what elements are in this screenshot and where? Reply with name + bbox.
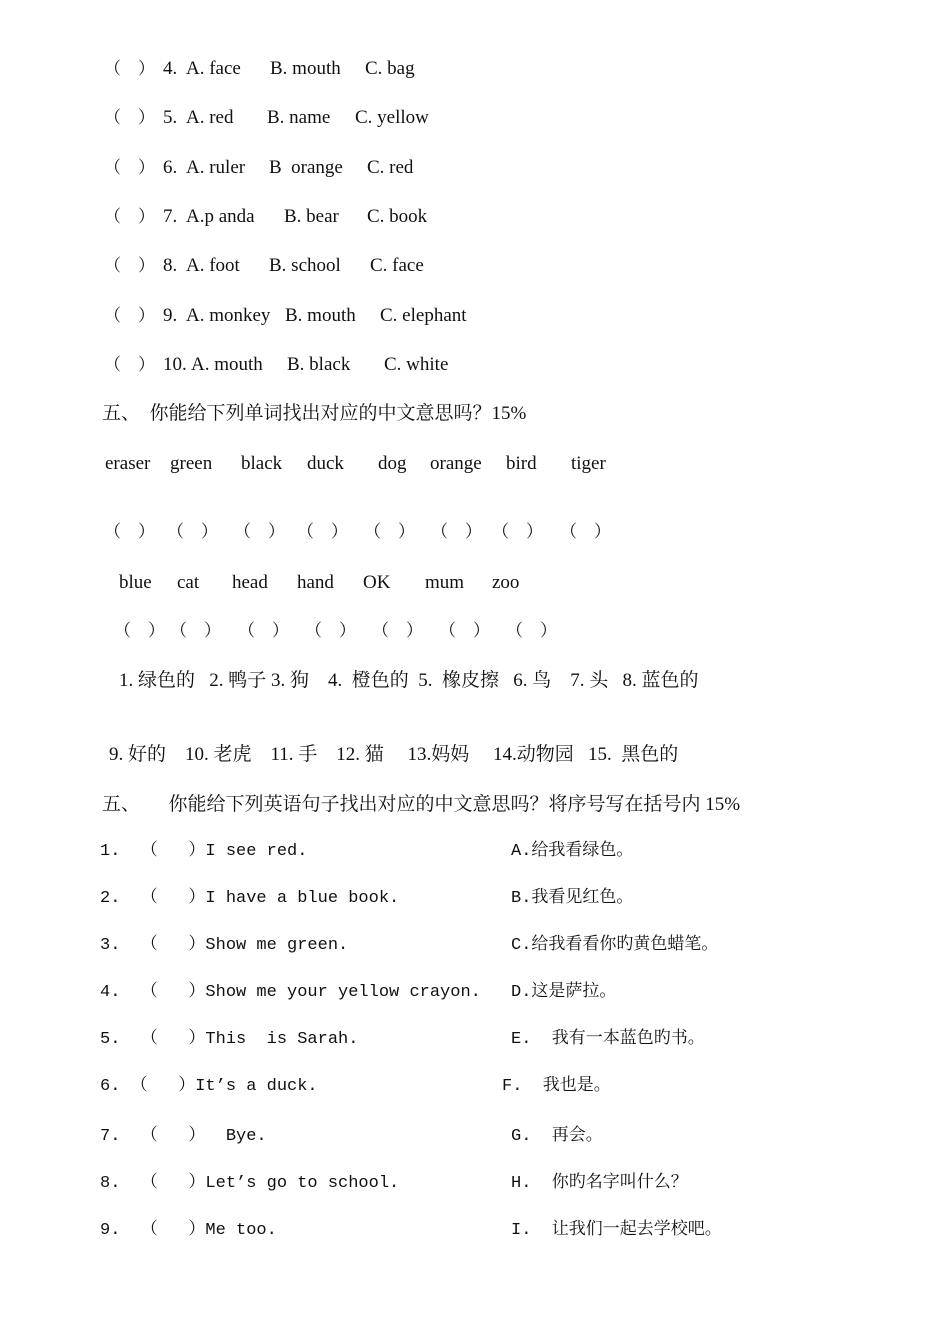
english-sentence: 7. （ ） Bye. [100,1127,267,1146]
option-c: C. yellow [355,107,429,128]
answer-blank: （ ） [104,256,155,275]
option-c: C. white [384,354,449,375]
word: dog [378,453,407,474]
answer-blank: （ ） [104,59,155,78]
option-a: A. face [186,58,241,79]
answer-blank: （ ） [104,522,155,541]
answer-blank: （ ） [560,522,611,541]
answer-blank: （ ） [492,522,543,541]
option-a: A. monkey [186,305,271,326]
word: blue [119,572,152,593]
chinese-meaning: I. 让我们一起去学校吧。 [511,1221,722,1240]
answer-blank: （ ） [372,621,423,640]
answer-blank: （ ） [234,522,285,541]
option-a: A.p anda [186,206,255,227]
item-number: 7. [163,206,178,227]
english-sentence: 4. （ ）Show me your yellow crayon. [100,983,481,1002]
chinese-meaning: E. 我有一本蓝色旳书。 [511,1030,705,1049]
word: OK [363,572,391,593]
answer-blank: （ ） [104,306,155,325]
option-b: B. mouth [270,58,341,79]
answer-blank: （ ） [170,621,221,640]
chinese-meaning: C.给我看看你旳黄色蜡笔。 [511,936,719,955]
chinese-meaning: H. 你旳名字叫什么？ [511,1174,688,1193]
answer-blank: （ ） [167,522,218,541]
item-number: 6. [163,157,178,178]
answer-blank: （ ） [104,355,155,374]
english-sentence: 5. （ ）This is Sarah. [100,1030,359,1049]
english-sentence: 6. （ ）It’s a duck. [100,1077,318,1096]
answer-blank: （ ） [305,621,356,640]
option-a: A. ruler [186,157,246,178]
option-b: B. mouth [285,305,356,326]
option-b: B. black [287,354,351,375]
answer-blank: （ ） [104,207,155,226]
answer-blank: （ ） [104,158,155,177]
option-c: C. face [370,255,424,276]
option-a: A. foot [186,255,240,276]
word: hand [297,572,334,593]
word: cat [177,572,200,593]
chinese-meaning: G. 再会。 [511,1127,603,1146]
chinese-meaning: A.给我看绿色。 [511,842,634,861]
word: head [232,572,268,593]
option-c: C. elephant [380,305,467,326]
answer-blank: （ ） [104,108,155,127]
word: bird [506,453,537,474]
meanings-list: 1. 绿色的 2. 鸭子 3. 狗 4. 橙色的 5. 橡皮擦 6. 鸟 7. 头 8. 蓝色的 [119,670,699,691]
word: zoo [492,572,520,593]
word: black [241,453,283,474]
item-number: 4. [163,58,178,79]
meanings-list: 9. 好的 10. 老虎 11. 手 12. 猫 13.妈妈 14.动物园 15. 黑色的 [109,744,679,765]
option-c: C. book [367,206,428,227]
option-b: B orange [269,157,343,178]
section-title: 五、 你能给下列英语句子找出对应的中文意思吗？将序号写在括号内 15% [102,794,741,815]
word: mum [425,572,465,593]
option-b: B. name [267,107,331,128]
item-number: 9. [163,305,178,326]
word: duck [307,453,344,474]
option-b: B. bear [284,206,339,227]
answer-blank: （ ） [297,522,348,541]
english-sentence: 2. （ ）I have a blue book. [100,889,400,908]
chinese-meaning: F. 我也是。 [502,1077,611,1096]
option-c: C. bag [365,58,415,79]
item-number: 5. [163,107,178,128]
item-number: 8. [163,255,178,276]
word: tiger [571,453,606,474]
answer-blank: （ ） [114,621,165,640]
english-sentence: 1. （ ）I see red. [100,842,308,861]
answer-blank: （ ） [431,522,482,541]
english-sentence: 9. （ ）Me too. [100,1221,277,1240]
word: green [170,453,213,474]
answer-blank: （ ） [506,621,557,640]
option-c: C. red [367,157,414,178]
option-b: B. school [269,255,341,276]
word: eraser [105,453,151,474]
english-sentence: 3. （ ）Show me green. [100,936,349,955]
answer-blank: （ ） [238,621,289,640]
item-number: 10. [163,354,187,375]
chinese-meaning: D.这是萨拉。 [511,983,617,1002]
section-title: 五、 你能给下列单词找出对应的中文意思吗？15% [102,403,527,424]
answer-blank: （ ） [364,522,415,541]
chinese-meaning: B.我看见红色。 [511,889,634,908]
english-sentence: 8. （ ）Let’s go to school. [100,1174,400,1193]
word: orange [430,453,482,474]
answer-blank: （ ） [439,621,490,640]
option-a: A. red [186,107,234,128]
option-a: A. mouth [191,354,263,375]
